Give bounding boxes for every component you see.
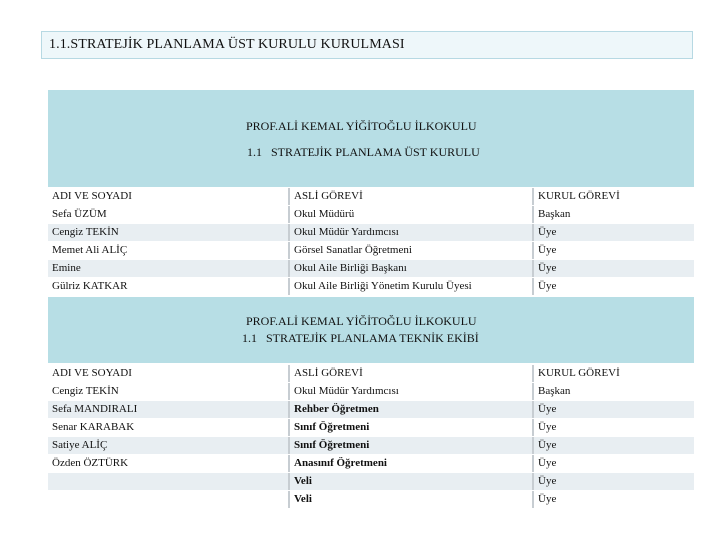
section1-table-header <box>48 188 694 205</box>
table-row <box>48 224 694 241</box>
section2-school-name: PROF.ALİ KEMAL YİĞİTOĞLU İLKOKULU <box>246 314 477 328</box>
section1-committee-name: 1.1 STRATEJİK PLANLAMA ÜST KURULU <box>247 145 480 159</box>
member-name: Cengiz TEKİN <box>48 224 288 241</box>
page-title: 1.1.STRATEJİK PLANLAMA ÜST KURULU KURULMASI <box>49 37 405 52</box>
member-duty: Sınıf Öğretmeni <box>290 437 532 454</box>
table-row <box>48 419 694 436</box>
page-title-bar <box>41 31 693 59</box>
member-role: Üye <box>534 278 694 295</box>
table-row <box>48 206 694 223</box>
member-duty: Okul Aile Birliği Başkanı <box>290 260 532 277</box>
member-name: Emine <box>48 260 288 277</box>
table-row <box>48 473 694 490</box>
member-role: Başkan <box>534 206 694 223</box>
section1-header-band <box>48 90 694 187</box>
section1-school-name: PROF.ALİ KEMAL YİĞİTOĞLU İLKOKULU <box>246 119 477 133</box>
header-name: ADI VE SOYADI <box>48 365 288 382</box>
section2-table-header <box>48 365 694 382</box>
member-name: Gülriz KATKAR <box>48 278 288 295</box>
member-duty: Veli <box>290 473 532 490</box>
member-name: Sefa ÜZÜM <box>48 206 288 223</box>
member-duty: Okul Müdür Yardımcısı <box>290 383 532 400</box>
member-role: Üye <box>534 401 694 418</box>
member-name: Satiye ALİÇ <box>48 437 288 454</box>
member-duty: Rehber Öğretmen <box>290 401 532 418</box>
table-row <box>48 437 694 454</box>
member-name: Memet Ali ALİÇ <box>48 242 288 259</box>
header-duty: ASLİ GÖREVİ <box>290 365 532 382</box>
member-duty: Okul Aile Birliği Yönetim Kurulu Üyesi <box>290 278 532 295</box>
header-committee-role: KURUL GÖREVİ <box>534 365 694 382</box>
header-name: ADI VE SOYADI <box>48 188 288 205</box>
header-committee-role: KURUL GÖREVİ <box>534 188 694 205</box>
member-duty: Okul Müdürü <box>290 206 532 223</box>
table-row <box>48 491 694 508</box>
section2-committee-name: 1.1 STRATEJİK PLANLAMA TEKNİK EKİBİ <box>242 331 479 345</box>
member-role: Üye <box>534 419 694 436</box>
table-row <box>48 242 694 259</box>
member-duty: Anasınıf Öğretmeni <box>290 455 532 472</box>
member-name <box>48 473 288 490</box>
member-name: Senar KARABAK <box>48 419 288 436</box>
member-duty: Okul Müdür Yardımcısı <box>290 224 532 241</box>
section2-header-band <box>48 297 694 363</box>
member-duty: Sınıf Öğretmeni <box>290 419 532 436</box>
table-row <box>48 260 694 277</box>
member-name: Özden ÖZTÜRK <box>48 455 288 472</box>
member-role: Üye <box>534 224 694 241</box>
member-role: Üye <box>534 491 694 508</box>
table-row <box>48 278 694 295</box>
member-name: Cengiz TEKİN <box>48 383 288 400</box>
table-row <box>48 383 694 400</box>
table-row <box>48 455 694 472</box>
member-role: Başkan <box>534 383 694 400</box>
member-role: Üye <box>534 260 694 277</box>
member-duty: Görsel Sanatlar Öğretmeni <box>290 242 532 259</box>
member-role: Üye <box>534 455 694 472</box>
member-name <box>48 491 288 508</box>
member-role: Üye <box>534 473 694 490</box>
member-duty: Veli <box>290 491 532 508</box>
header-duty: ASLİ GÖREVİ <box>290 188 532 205</box>
table-row <box>48 401 694 418</box>
member-name: Sefa MANDIRALI <box>48 401 288 418</box>
member-role: Üye <box>534 242 694 259</box>
member-role: Üye <box>534 437 694 454</box>
